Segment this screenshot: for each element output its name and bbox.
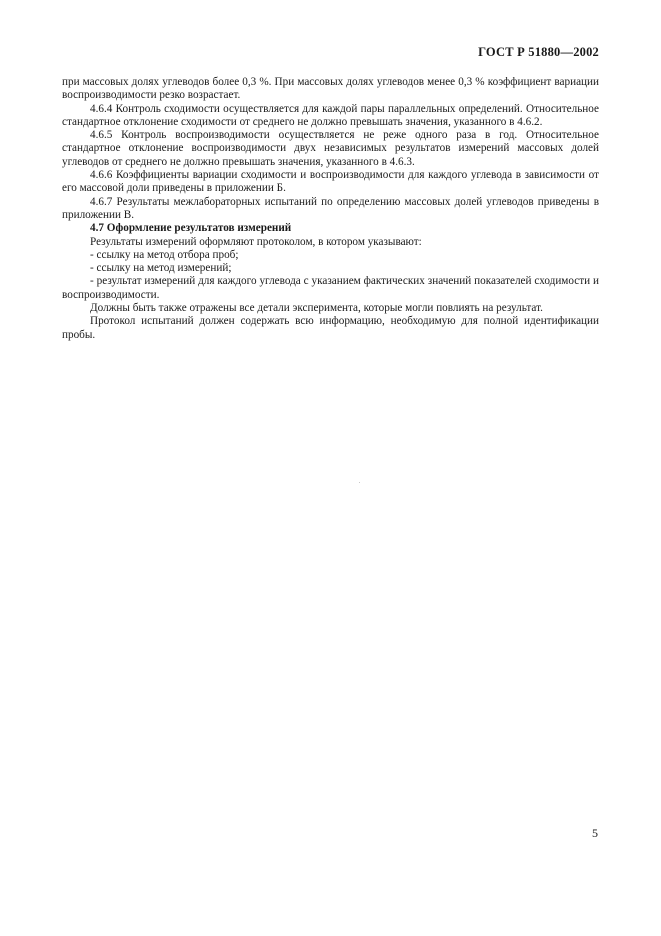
section-title-4-7: 4.7 Оформление результатов измерений (90, 222, 292, 235)
paragraph-4-6-6: 4.6.6 Коэффициенты вариации сходимости и воспроизводимости для каждого углевода в зависимости от его массовой доли приведены в приложении Б. (62, 169, 599, 195)
scan-speck (359, 482, 360, 483)
paragraph-continuation: при массовых долях углеводов более 0,3 %. При массовых долях углеводов менее 0,3 % коэффициент вариации воспроизводимости резко возрастает. (62, 76, 599, 102)
list-item-measurement-result: - результат измерений для каждого углевода с указанием фактических значений показателей сходимости и воспроизводимости. (62, 275, 599, 301)
paragraph-results-intro: Результаты измерений оформляют протоколом, в котором указывают: (90, 235, 422, 248)
document-header: ГОСТ Р 51880—2002 (478, 45, 599, 59)
list-item-sampling-method: - ссылку на метод отбора проб; (90, 248, 239, 261)
paragraph-4-6-5: 4.6.5 Контроль воспроизводимости осуществляется не реже одного раза в год. Относительное стандартное отклонение воспроизводимости двух независимых результатов измерений массовых долей углеводов от среднего не должно превышать значения, указанного в 4.6.3. (62, 129, 599, 168)
paragraph-4-6-7: 4.6.7 Результаты межлабораторных испытаний по определению массовых долей углеводов приведены в приложении В. (62, 195, 599, 221)
page-number: 5 (592, 826, 598, 840)
paragraph-experiment-details: Должны быть также отражены все детали эксперимента, которые могли повлиять на результат. (90, 302, 543, 315)
paragraph-protocol: Протокол испытаний должен содержать всю информацию, необходимую для полной идентификации пробы. (62, 315, 599, 341)
list-item-measurement-method: - ссылку на метод измерений; (90, 262, 232, 275)
document-body (62, 76, 599, 342)
paragraph-4-6-4: 4.6.4 Контроль сходимости осуществляется для каждой пары параллельных определений. Относительное стандартное отклонение сходимости от среднего не должно превышать значения, указанного в 4.6.2. (62, 102, 599, 128)
